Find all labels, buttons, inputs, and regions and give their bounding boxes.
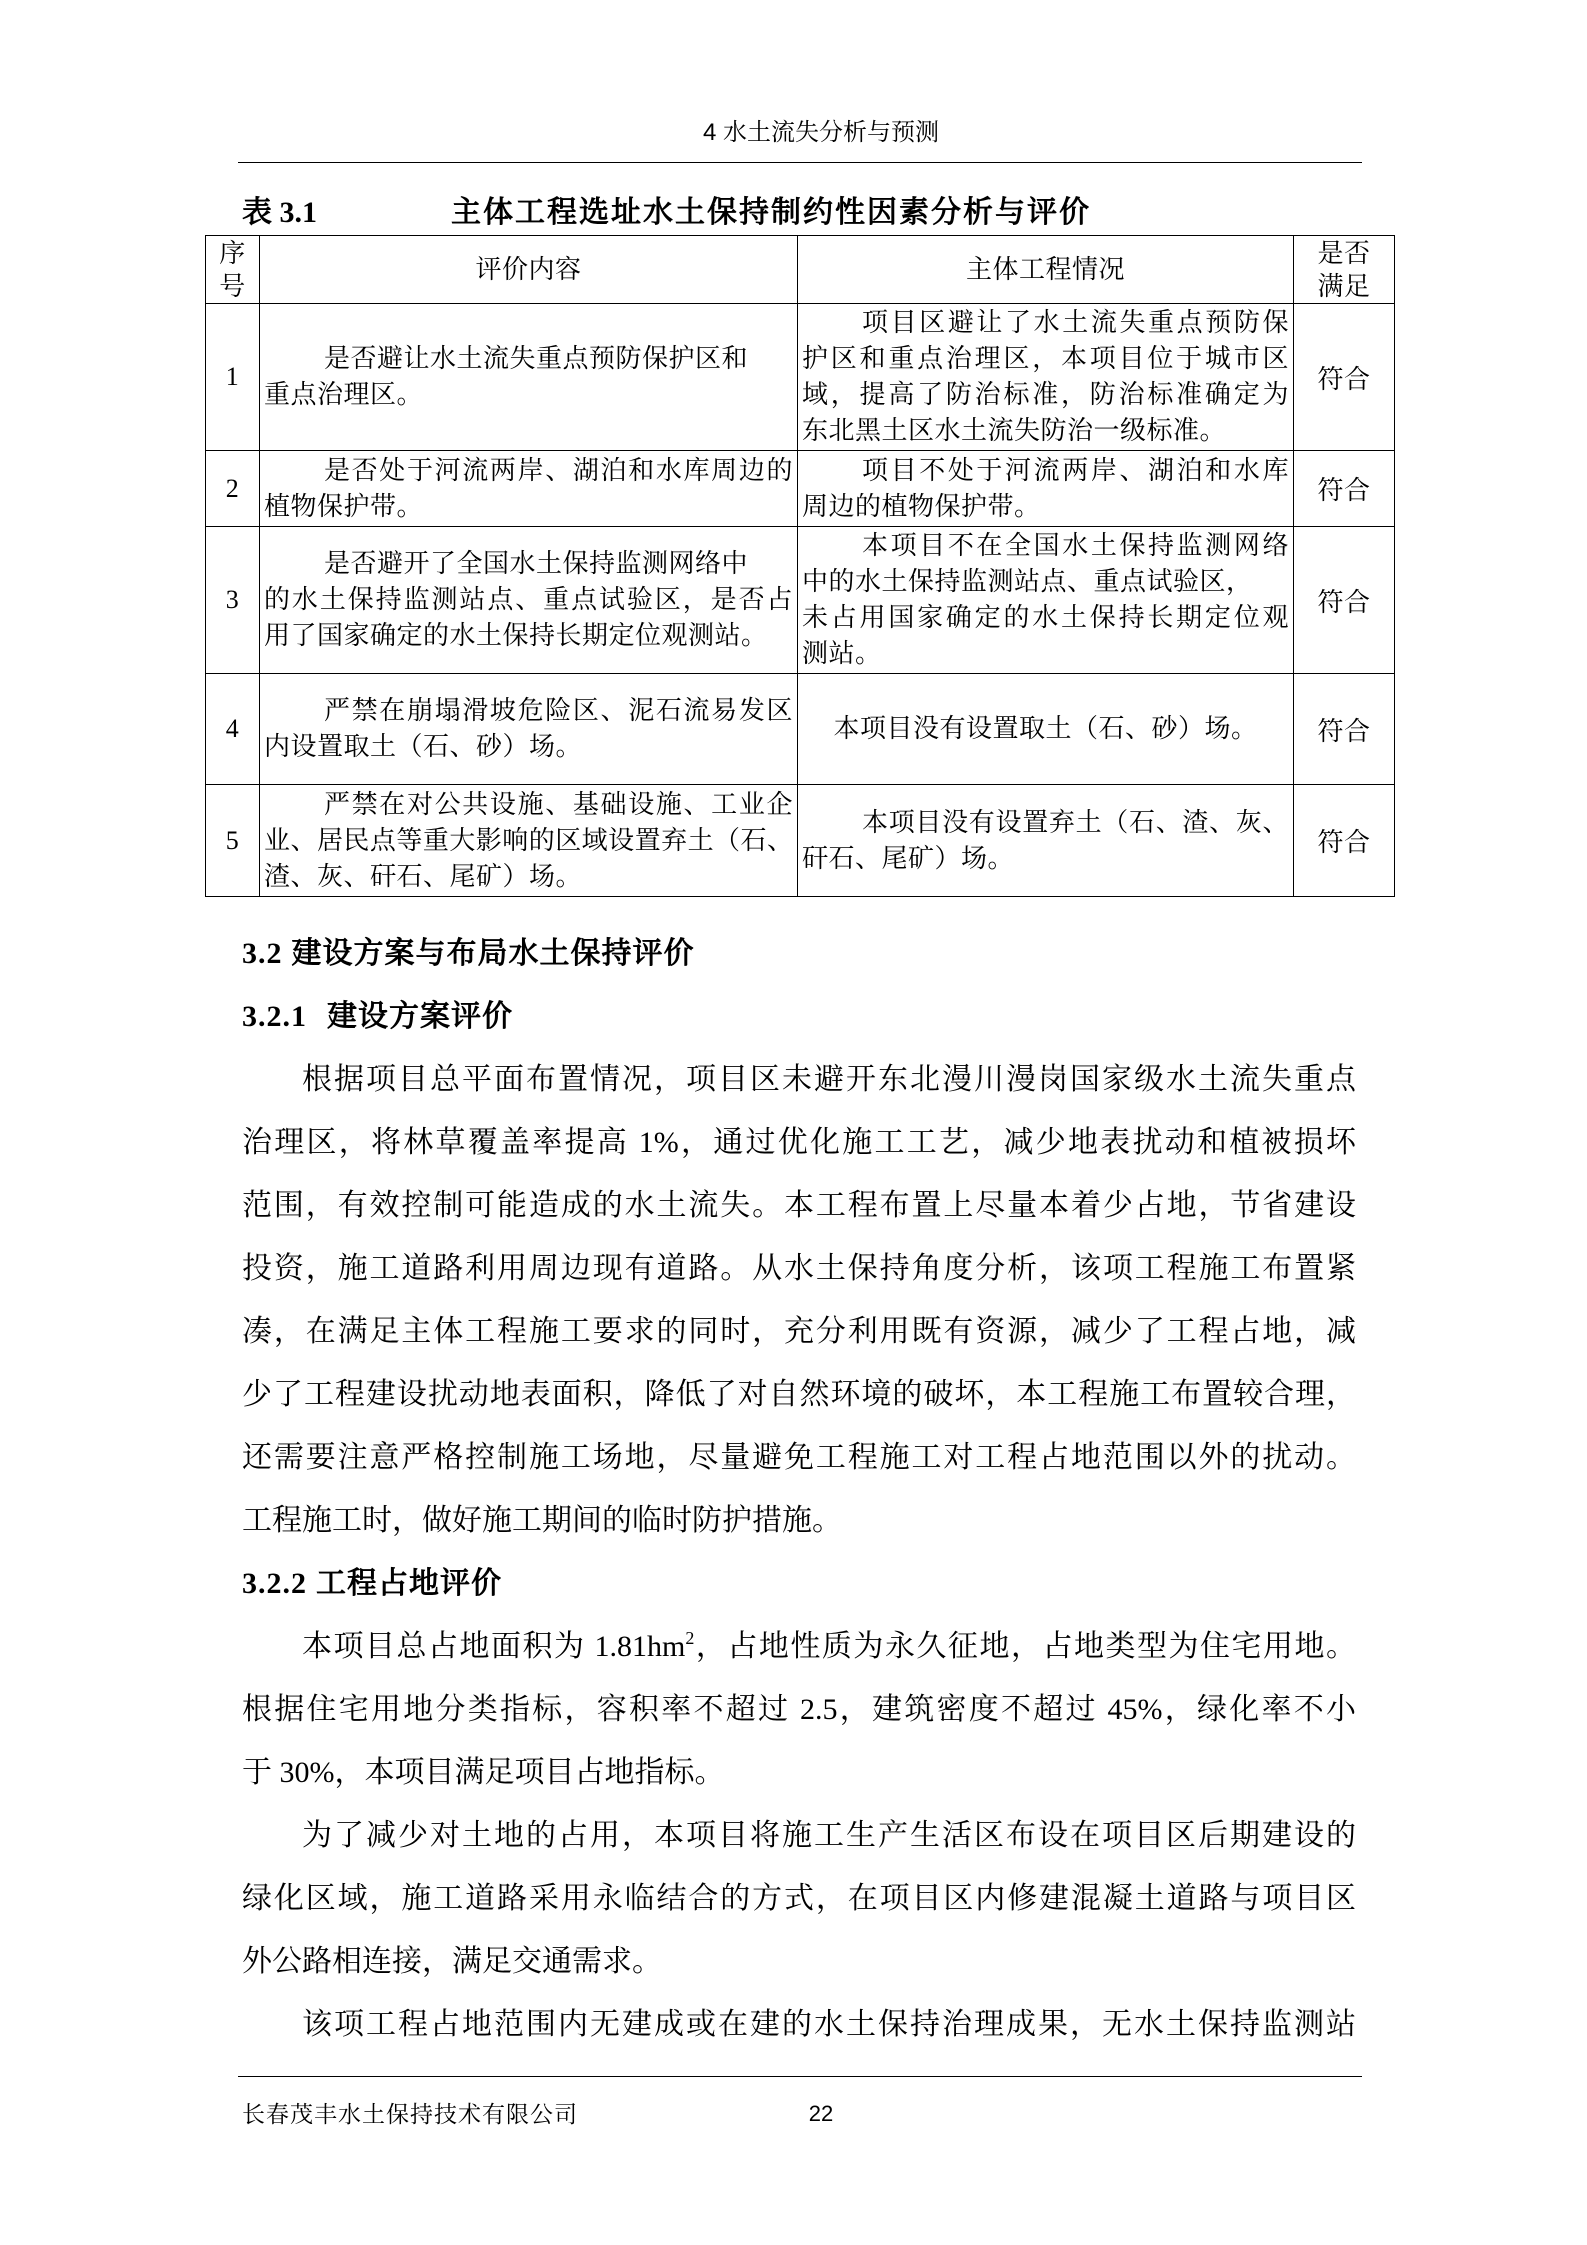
situation-line: 本项目不在全国水土保持监测网络 [862, 531, 1289, 560]
situation-line: 项目区避让了水土流失重点预防保 [862, 308, 1289, 337]
header-result-label: 是否满足 [1317, 238, 1371, 301]
paragraph-line: 绿化区域，施工道路采用永临结合的方式，在项目区内修建混凝土道路与项目区 [242, 1882, 1356, 1915]
header-cell-result [1294, 236, 1395, 304]
paragraph-line: 外公路相连接，满足交通需求。 [242, 1945, 662, 1978]
running-header: 4 水土流失分析与预测 [702, 119, 939, 146]
situation-line: 本项目没有设置弃土（石、渣、灰、 [862, 807, 1289, 837]
criterion-line: 严禁在崩塌滑坡危险区、泥石流易发区 [324, 696, 793, 725]
area-unit-superscript: 2 [685, 1628, 695, 1648]
section-title: 建设方案与布局水土保持评价 [291, 937, 695, 970]
section-heading-3-2-1 [242, 985, 1356, 1048]
criterion-line: 用了国家确定的水土保持长期定位观测站。 [264, 621, 768, 650]
section-number: 3.2 [242, 937, 283, 970]
row-number: 1 [206, 304, 260, 451]
text-run: 本项目总占地面积为 1.81hm [302, 1630, 686, 1663]
criterion-cell [260, 674, 798, 785]
row-number: 2 [206, 451, 260, 527]
situation-line: 本项目没有设置取土（石、砂）场。 [833, 714, 1258, 743]
result-cell: 符合 [1294, 527, 1395, 674]
paragraph-line: 为了减少对土地的占用，本项目将施工生产生活区布设在项目区后期建设的 [302, 1819, 1356, 1852]
table-row [206, 304, 1395, 451]
table-title: 主体工程选址水土保持制约性因素分析与评价 [451, 196, 1091, 229]
criterion-line: 重点治理区。 [264, 380, 424, 409]
result-cell: 符合 [1294, 674, 1395, 785]
criterion-cell [260, 527, 798, 674]
row-number: 4 [206, 674, 260, 785]
paragraph-line: 还需要注意严格控制施工场地，尽量避免工程施工对工程占地范围以外的扰动。 [242, 1441, 1356, 1474]
criterion-line: 是否避让水土流失重点预防保护区和 [324, 344, 749, 373]
body-text [242, 922, 1356, 2056]
paragraph-line [242, 1615, 1356, 1678]
situation-line: 项目不处于河流两岸、湖泊和水库 [862, 455, 1289, 485]
paragraph-line: 少了工程建设扰动地表面积，降低了对自然环境的破坏，本工程施工布置较合理， [242, 1378, 1356, 1411]
situation-line: 中的水土保持监测站点、重点试验区， [802, 567, 1253, 596]
section-heading-3-2-2 [242, 1552, 1356, 1615]
row-number: 3 [206, 527, 260, 674]
table-label: 表 3.1 [242, 196, 317, 229]
paragraph-line: 于 30%，本项目满足项目占地指标。 [242, 1756, 725, 1789]
situation-cell [798, 304, 1294, 451]
section-heading-3-2 [242, 922, 1356, 985]
section-number: 3.2.2 [242, 1567, 307, 1600]
situation-line: 矸石、尾矿）场。 [802, 843, 1015, 873]
situation-line: 域，提高了防治标准，防治标准确定为 [802, 380, 1289, 409]
page-number: 22 [808, 2101, 834, 2126]
situation-cell [798, 674, 1294, 785]
criterion-line: 业、居民点等重大影响的区域设置弃土（石、 [264, 825, 793, 855]
paragraph-line: 根据项目总平面布置情况，项目区未避开东北漫川漫岗国家级水土流失重点 [302, 1063, 1356, 1096]
header-rule [238, 162, 1362, 163]
criterion-line: 渣、灰、矸石、尾矿）场。 [264, 861, 583, 891]
header-no-label: 序号 [219, 238, 246, 301]
result-cell: 符合 [1294, 785, 1395, 897]
situation-cell [798, 527, 1294, 674]
table-row [206, 785, 1395, 897]
paragraph-line: 治理区，将林草覆盖率提高 1%，通过优化施工工艺，减少地表扰动和植被损坏 [242, 1126, 1356, 1159]
row-number: 5 [206, 785, 260, 897]
situation-line: 测站。 [802, 639, 882, 668]
footer-rule [238, 2076, 1362, 2077]
footer-company: 长春茂丰水土保持技术有限公司 [242, 2101, 578, 2127]
situation-cell [798, 785, 1294, 897]
paragraph-line: 该项工程占地范围内无建成或在建的水土保持治理成果，无水土保持监测站 [302, 2008, 1356, 2041]
criterion-line: 严禁在对公共设施、基础设施、工业企 [324, 789, 793, 819]
text-run: ，占地性质为永久征地，占地类型为住宅用地。 [694, 1630, 1356, 1663]
situation-line: 周边的植物保护带。 [802, 491, 1041, 521]
table-row [206, 527, 1395, 674]
section-title: 工程占地评价 [316, 1567, 502, 1600]
table-header-row [206, 236, 1395, 304]
situation-line: 护区和重点治理区，本项目位于城市区 [802, 344, 1289, 373]
situation-line: 未占用国家确定的水土保持长期定位观 [802, 603, 1289, 632]
header-cell-situation: 主体工程情况 [798, 236, 1294, 304]
result-cell: 符合 [1294, 304, 1395, 451]
criterion-line: 内设置取土（石、砂）场。 [264, 732, 583, 761]
paragraph-line: 根据住宅用地分类指标，容积率不超过 2.5，建筑密度不超过 45%，绿化率不小 [242, 1693, 1356, 1726]
situation-cell [798, 451, 1294, 527]
paragraph-line: 投资，施工道路利用周边现有道路。从水土保持角度分析，该项工程施工布置紧 [242, 1252, 1356, 1285]
criterion-cell [260, 785, 798, 897]
table-row [206, 674, 1395, 785]
table-row [206, 451, 1395, 527]
header-cell-criterion: 评价内容 [260, 236, 798, 304]
paragraph-line: 凑，在满足主体工程施工要求的同时，充分利用既有资源，减少了工程占地，减 [242, 1315, 1356, 1348]
section-title: 建设方案评价 [327, 1000, 513, 1033]
criterion-line: 植物保护带。 [264, 491, 424, 521]
criterion-cell [260, 304, 798, 451]
criterion-line: 是否处于河流两岸、湖泊和水库周边的 [324, 455, 793, 485]
section-number: 3.2.1 [242, 1000, 307, 1033]
criterion-cell [260, 451, 798, 527]
situation-line: 东北黑土区水土流失防治一级标准。 [802, 416, 1227, 445]
criterion-line: 是否避开了全国水土保持监测网络中 [324, 549, 749, 578]
criterion-line: 的水土保持监测站点、重点试验区，是否占 [264, 585, 793, 614]
header-cell-no [206, 236, 260, 304]
result-cell: 符合 [1294, 451, 1395, 527]
paragraph-line: 范围，有效控制可能造成的水土流失。本工程布置上尽量本着少占地，节省建设 [242, 1189, 1356, 1222]
paragraph-line: 工程施工时，做好施工期间的临时防护措施。 [242, 1504, 842, 1537]
evaluation-table [205, 235, 1395, 897]
